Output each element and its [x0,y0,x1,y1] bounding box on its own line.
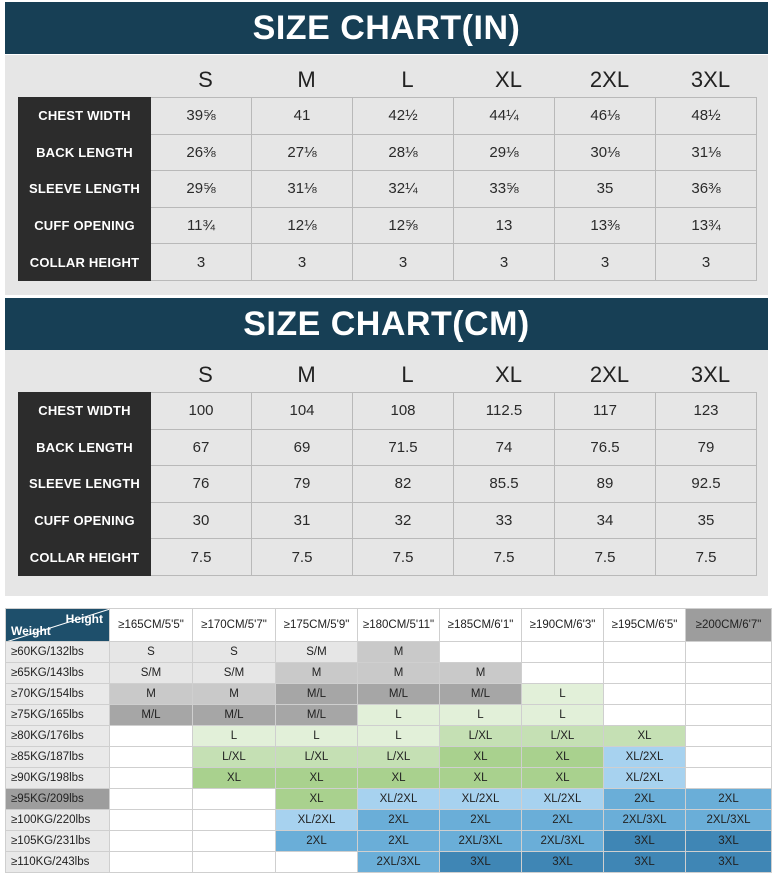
fit-cell [440,642,522,663]
fit-cell: XL [522,768,604,789]
fit-cell: 3XL [522,852,604,873]
fit-cell: XL [193,768,276,789]
table-cell: 76 [151,466,252,503]
weight-label: ≥90KG/198lbs [6,768,110,789]
fit-cell: L/XL [522,726,604,747]
size-chart-cm-title: SIZE CHART(CM) [5,298,768,350]
fit-cell [110,852,193,873]
fit-cell: XL [358,768,440,789]
fit-cell: XL [276,768,358,789]
table-cell: 48½ [656,98,757,135]
fit-cell [110,789,193,810]
table-cell: 123 [656,393,757,430]
fit-cell: M/L [440,684,522,705]
fit-cell [193,789,276,810]
fit-cell: M/L [110,705,193,726]
measurement-table-in [18,97,757,281]
fit-cell: L [276,726,358,747]
fit-cell: M [276,663,358,684]
table-cell: 35 [656,502,757,539]
fit-cell: S/M [276,642,358,663]
fit-cell [686,663,772,684]
fit-cell [193,831,276,852]
fit-cell: XL [440,768,522,789]
weight-label: ≥65KG/143lbs [6,663,110,684]
row-label: SLEEVE LENGTH [19,171,151,208]
fit-cell: 2XL [358,831,440,852]
fit-cell: 3XL [686,831,772,852]
size-label: XL [495,362,522,387]
weight-axis-label: Weight [11,624,51,638]
fit-cell: S [110,642,193,663]
weight-label: ≥80KG/176lbs [6,726,110,747]
table-row [6,852,772,873]
table-cell: 31 [252,502,353,539]
size-chart-in-panel [5,55,768,295]
fit-cell [110,768,193,789]
fit-cell [686,726,772,747]
weight-label: ≥105KG/231lbs [6,831,110,852]
table-cell: 39⅝ [151,98,252,135]
fit-cell: L/XL [440,726,522,747]
fit-cell: M [193,684,276,705]
fit-cell [276,852,358,873]
fit-cell: XL [440,747,522,768]
fit-cell [110,810,193,831]
table-cell: 7.5 [252,539,353,576]
fit-cell [604,642,686,663]
table-cell: 29⅝ [151,171,252,208]
fit-cell: 2XL [686,789,772,810]
table-cell: 30⅛ [555,134,656,171]
fit-cell: 2XL [522,810,604,831]
fit-cell [193,810,276,831]
size-header-row [155,358,761,392]
fit-cell: M/L [358,684,440,705]
table-row [6,810,772,831]
table-cell: 7.5 [454,539,555,576]
fit-cell: S [193,642,276,663]
fit-cell: XL/2XL [440,789,522,810]
table-cell: 26⅜ [151,134,252,171]
fit-cell: S/M [110,663,193,684]
size-label: 3XL [690,67,731,92]
table-cell: 12⅛ [252,207,353,244]
table-row [6,684,772,705]
table-cell: 12⅝ [353,207,454,244]
table-cell: 42½ [353,98,454,135]
table-cell: 7.5 [555,539,656,576]
table-row [19,539,757,576]
height-header: ≥165CM/5'5" [110,609,193,642]
table-row [6,726,772,747]
height-header: ≥195CM/6'5" [604,609,686,642]
fit-cell: XL [604,726,686,747]
table-row [19,429,757,466]
row-label: BACK LENGTH [19,134,151,171]
size-label: XL [495,67,522,92]
table-row [6,831,772,852]
size-chart-in-title: SIZE CHART(IN) [5,2,768,54]
table-cell: 3 [555,244,656,281]
fit-cell: L [358,705,440,726]
weight-label: ≥100KG/220lbs [6,810,110,831]
table-cell: 44¼ [454,98,555,135]
table-cell: 31⅛ [656,134,757,171]
fit-cell: 3XL [604,852,686,873]
row-label: CUFF OPENING [19,207,151,244]
fit-cell [686,768,772,789]
row-label: CHEST WIDTH [19,393,151,430]
fit-cell: M [358,642,440,663]
table-cell: 34 [555,502,656,539]
table-cell: 36⅜ [656,171,757,208]
table-cell: 79 [252,466,353,503]
fit-cell [193,852,276,873]
table-cell: 82 [353,466,454,503]
table-row [19,207,757,244]
table-cell: 30 [151,502,252,539]
fit-cell: M/L [193,705,276,726]
size-label: 3XL [690,362,731,387]
size-label: L [401,362,414,387]
table-cell: 13 [454,207,555,244]
row-label: SLEEVE LENGTH [19,466,151,503]
table-row [19,134,757,171]
fit-cell [686,684,772,705]
fit-cell: M [110,684,193,705]
table-cell: 67 [151,429,252,466]
fit-cell: L [358,726,440,747]
table-row [6,642,772,663]
height-header: ≥175CM/5'9" [276,609,358,642]
table-row [19,244,757,281]
table-row [19,98,757,135]
height-weight-corner [6,609,110,642]
table-cell: 3 [151,244,252,281]
fit-cell: L/XL [276,747,358,768]
fit-cell: 2XL/3XL [440,831,522,852]
fit-cell: L/XL [193,747,276,768]
table-cell: 7.5 [656,539,757,576]
fit-cell: 3XL [604,831,686,852]
table-cell: 79 [656,429,757,466]
fit-cell [522,642,604,663]
size-header-row [155,63,761,97]
weight-label: ≥110KG/243lbs [6,852,110,873]
fit-cell [604,705,686,726]
measurement-table-cm [18,392,757,576]
table-cell: 89 [555,466,656,503]
fit-cell [604,684,686,705]
table-row [6,747,772,768]
table-cell: 27⅛ [252,134,353,171]
table-cell: 3 [353,244,454,281]
height-header: ≥180CM/5'11" [358,609,440,642]
fit-cell: 2XL [604,789,686,810]
table-cell: 104 [252,393,353,430]
fit-cell: 2XL/3XL [604,810,686,831]
fit-cell: 2XL/3XL [522,831,604,852]
table-row [19,393,757,430]
fit-cell: 2XL/3XL [358,852,440,873]
table-row [6,789,772,810]
table-cell: 11¾ [151,207,252,244]
size-label: 2XL [589,362,630,387]
height-header: ≥200CM/6'7" [686,609,772,642]
fit-cell: 2XL/3XL [686,810,772,831]
fit-cell: XL [522,747,604,768]
size-label: S [198,67,213,92]
table-cell: 117 [555,393,656,430]
fit-cell [686,747,772,768]
fit-cell: 3XL [440,852,522,873]
fit-cell [604,663,686,684]
fit-cell: L [193,726,276,747]
table-cell: 85.5 [454,466,555,503]
height-header: ≥190CM/6'3" [522,609,604,642]
fit-cell: 2XL [358,810,440,831]
table-row [19,171,757,208]
fit-cell [522,663,604,684]
fit-cell: XL/2XL [276,810,358,831]
table-cell: 46⅛ [555,98,656,135]
fit-cell: XL/2XL [604,768,686,789]
table-cell: 112.5 [454,393,555,430]
size-chart-cm-panel [5,350,768,596]
fit-cell: L [440,705,522,726]
table-cell: 7.5 [151,539,252,576]
table-cell: 33⅝ [454,171,555,208]
table-cell: 74 [454,429,555,466]
row-label: COLLAR HEIGHT [19,244,151,281]
table-cell: 108 [353,393,454,430]
row-label: CHEST WIDTH [19,98,151,135]
fit-cell: M [440,663,522,684]
table-cell: 32 [353,502,454,539]
table-cell: 28⅛ [353,134,454,171]
table-row [6,705,772,726]
table-cell: 76.5 [555,429,656,466]
height-header-row [6,609,772,642]
fit-cell: 3XL [686,852,772,873]
weight-label: ≥75KG/165lbs [6,705,110,726]
weight-label: ≥60KG/132lbs [6,642,110,663]
height-header: ≥185CM/6'1" [440,609,522,642]
size-label: M [297,362,316,387]
table-cell: 3 [252,244,353,281]
height-weight-fit-table [5,608,772,873]
size-label: L [401,67,414,92]
table-cell: 69 [252,429,353,466]
table-cell: 71.5 [353,429,454,466]
fit-cell: M/L [276,705,358,726]
fit-cell: L [522,705,604,726]
table-cell: 13¾ [656,207,757,244]
fit-cell: M [358,663,440,684]
table-cell: 92.5 [656,466,757,503]
table-row [6,663,772,684]
fit-cell: XL [276,789,358,810]
table-row [19,466,757,503]
size-label: S [198,362,213,387]
weight-label: ≥85KG/187lbs [6,747,110,768]
fit-cell: XL/2XL [522,789,604,810]
fit-cell [110,747,193,768]
row-label: COLLAR HEIGHT [19,539,151,576]
table-cell: 13⅜ [555,207,656,244]
fit-cell: XL/2XL [604,747,686,768]
fit-cell: L/XL [358,747,440,768]
row-label: CUFF OPENING [19,502,151,539]
table-cell: 41 [252,98,353,135]
table-row [6,768,772,789]
weight-label: ≥95KG/209lbs [6,789,110,810]
table-cell: 3 [656,244,757,281]
fit-cell [110,726,193,747]
fit-cell: 2XL [440,810,522,831]
table-cell: 29⅛ [454,134,555,171]
table-cell: 32¼ [353,171,454,208]
height-axis-label: Height [65,612,103,626]
fit-cell: S/M [193,663,276,684]
weight-label: ≥70KG/154lbs [6,684,110,705]
row-label: BACK LENGTH [19,429,151,466]
fit-cell: XL/2XL [358,789,440,810]
fit-cell [110,831,193,852]
height-header: ≥170CM/5'7" [193,609,276,642]
table-cell: 33 [454,502,555,539]
fit-cell: 2XL [276,831,358,852]
fit-cell: L [522,684,604,705]
fit-cell: M/L [276,684,358,705]
size-label: 2XL [589,67,630,92]
table-row [19,502,757,539]
table-cell: 3 [454,244,555,281]
size-label: M [297,67,316,92]
table-cell: 7.5 [353,539,454,576]
table-cell: 100 [151,393,252,430]
table-cell: 31⅛ [252,171,353,208]
fit-cell [686,705,772,726]
fit-cell [686,642,772,663]
table-cell: 35 [555,171,656,208]
